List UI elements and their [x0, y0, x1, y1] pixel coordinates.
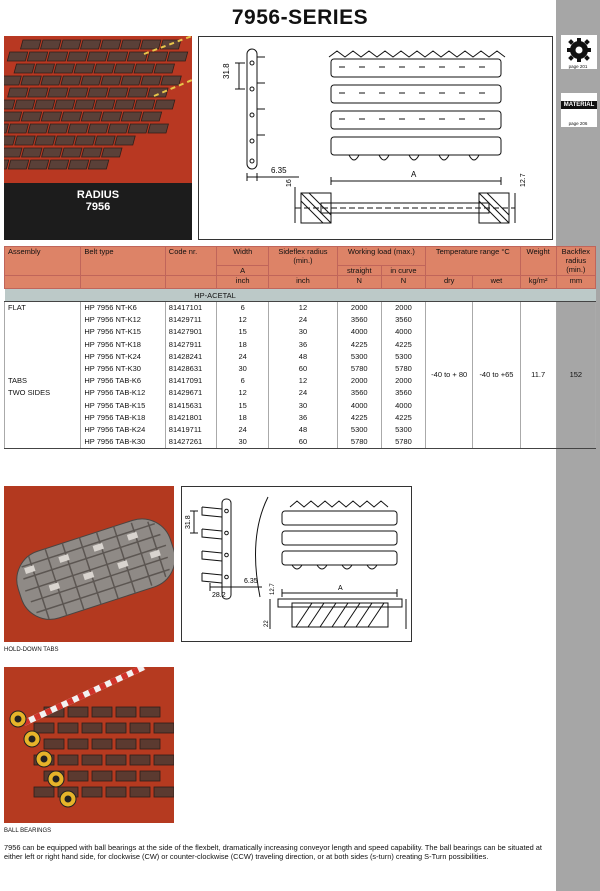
hold-down-tabs-caption: HOLD-DOWN TABS	[4, 647, 59, 653]
table-row-width: 15	[217, 400, 269, 412]
assembly-tabs-line1: TABS	[8, 376, 28, 386]
table-row-straight: 4000	[337, 326, 381, 338]
table-row-belt: HP 7956 NT-K30	[81, 363, 165, 375]
table-row-code: 81415631	[165, 400, 216, 412]
header-working-load: Working load (max.)	[337, 247, 425, 266]
width-dimension: A	[411, 170, 417, 179]
table-row-width: 30	[217, 363, 269, 375]
table-row-width: 18	[217, 339, 269, 351]
temp-dry-value: -40 to + 80	[426, 302, 473, 449]
table-row-curve: 3560	[381, 387, 425, 399]
table-row-belt: HP 7956 TAB-K30	[81, 436, 165, 449]
hold-down-technical-drawing	[181, 486, 412, 642]
table-row-sideflex: 24	[269, 387, 337, 399]
table-row-sideflex: 60	[269, 436, 337, 449]
table-row-code: 81417101	[165, 302, 216, 315]
table-row-straight: 5780	[337, 363, 381, 375]
small-dimension-2: 6.35	[244, 578, 258, 585]
header-width: Width	[217, 247, 269, 266]
unit-backflex: mm	[556, 276, 595, 289]
radius-belt-photo	[4, 36, 192, 240]
table-row-width: 15	[217, 326, 269, 338]
table-row-sideflex: 12	[269, 375, 337, 387]
material-band-blank	[426, 289, 596, 302]
table-row-straight: 5300	[337, 351, 381, 363]
header-temperature: Temperature range °C	[426, 247, 520, 276]
hold-dimension: 22	[264, 620, 270, 627]
table-row-width: 6	[217, 302, 269, 315]
table-row-width: 24	[217, 351, 269, 363]
ball-bearings-photo	[4, 667, 174, 823]
table-row-belt: HP 7956 NT-K12	[81, 314, 165, 326]
table-row-curve: 5780	[381, 436, 425, 449]
table-row-straight: 4000	[337, 400, 381, 412]
unit-dry: dry	[426, 276, 473, 289]
header-code: Code nr.	[165, 247, 216, 276]
small-dimension: 6.35	[271, 166, 287, 175]
table-row-code: 81429711	[165, 314, 216, 326]
table-row-straight: 3560	[337, 387, 381, 399]
unit-empty-1	[5, 276, 81, 289]
table-row-curve: 5780	[381, 363, 425, 375]
assembly-tabs	[5, 375, 81, 449]
table-row-straight: 4225	[337, 412, 381, 424]
table-row-belt: HP 7956 NT-K24	[81, 351, 165, 363]
table-row-sideflex: 60	[269, 363, 337, 375]
table-row-sideflex: 48	[269, 351, 337, 363]
table-row-belt: HP 7956 TAB-K6	[81, 375, 165, 387]
table-row-belt: HP 7956 TAB-K15	[81, 400, 165, 412]
table-row-sideflex: 48	[269, 424, 337, 436]
table-row-belt: HP 7956 NT-K6	[81, 302, 165, 315]
table-row-curve: 3560	[381, 314, 425, 326]
table-row-width: 6	[217, 375, 269, 387]
table-row-curve: 2000	[381, 375, 425, 387]
table-row-straight: 5300	[337, 424, 381, 436]
unit-weight: kg/m²	[520, 276, 556, 289]
table-row-width: 24	[217, 424, 269, 436]
unit-straight: N	[337, 276, 381, 289]
hold-down-tabs-photo	[4, 486, 174, 642]
unit-empty-3	[165, 276, 216, 289]
height-dimension-1: 16	[286, 179, 293, 187]
unit-wet: wet	[473, 276, 520, 289]
table-row-straight: 2000	[337, 375, 381, 387]
table-row-curve: 2000	[381, 302, 425, 315]
ball-bearings-caption: BALL BEARINGS	[4, 828, 52, 834]
table-row-straight: 4225	[337, 339, 381, 351]
table-row-sideflex: 30	[269, 326, 337, 338]
table-row-straight: 5780	[337, 436, 381, 449]
table-row-curve: 5300	[381, 351, 425, 363]
photo-label-box	[4, 183, 192, 240]
table-row-sideflex: 24	[269, 314, 337, 326]
table-row-belt: HP 7956 NT-K15	[81, 326, 165, 338]
table-row-belt: HP 7956 TAB-K24	[81, 424, 165, 436]
table-row-width: 12	[217, 387, 269, 399]
table-row-curve: 4225	[381, 412, 425, 424]
table-row-sideflex: 36	[269, 412, 337, 424]
table-row-belt: HP 7956 NT-K18	[81, 339, 165, 351]
table-row-code: 81428241	[165, 351, 216, 363]
height-dimension-3: 12.7	[270, 583, 276, 595]
header-straight: straight	[337, 266, 381, 276]
table-row-belt: HP 7956 TAB-K12	[81, 387, 165, 399]
spec-table	[4, 246, 596, 449]
pitch-dimension: 31.8	[222, 63, 231, 79]
table-row-straight: 2000	[337, 302, 381, 315]
weight-value: 11.7	[520, 302, 556, 449]
material-label: MATERIAL	[561, 101, 597, 109]
table-row-code: 81417091	[165, 375, 216, 387]
table-row-code: 81429671	[165, 387, 216, 399]
table-row-width: 12	[217, 314, 269, 326]
temp-wet-value: -40 to +65	[473, 302, 520, 449]
unit-curve: N	[381, 276, 425, 289]
table-row-belt: HP 7956 TAB-K18	[81, 412, 165, 424]
tab-dimension: 28.2	[212, 592, 226, 599]
gear-page-ref: page 201	[568, 64, 588, 69]
header-belt-type: Belt type	[81, 247, 165, 276]
width-dimension-2: A	[338, 585, 343, 592]
header-assembly: Assembly	[5, 247, 81, 276]
table-row-code: 81421801	[165, 412, 216, 424]
photo-label-line2: 7956	[85, 201, 111, 213]
unit-sideflex: inch	[269, 276, 337, 289]
top-technical-drawing	[198, 36, 553, 240]
table-row-straight: 3560	[337, 314, 381, 326]
header-in-curve: in curve	[381, 266, 425, 276]
material-page-ref: page 206	[568, 121, 588, 126]
backflex-value: 152	[556, 302, 595, 449]
header-weight: Weight	[520, 247, 556, 276]
photo-label-line1: RADIUS	[76, 189, 120, 201]
table-row-width: 30	[217, 436, 269, 449]
table-row-code: 81419711	[165, 424, 216, 436]
table-row-code: 81428631	[165, 363, 216, 375]
page-title: 7956-SERIES	[231, 6, 369, 29]
table-row-sideflex: 30	[269, 400, 337, 412]
table-row-curve: 4000	[381, 400, 425, 412]
table-row-code: 81427901	[165, 326, 216, 338]
table-row-sideflex: 36	[269, 339, 337, 351]
material-band: HP-ACETAL	[5, 289, 426, 302]
table-row-width: 18	[217, 412, 269, 424]
unit-width: inch	[217, 276, 269, 289]
assembly-tabs-line2: TWO SIDES	[8, 388, 51, 398]
table-row-curve: 5300	[381, 424, 425, 436]
unit-empty-2	[81, 276, 165, 289]
height-dimension-2: 12.7	[520, 173, 527, 187]
ball-bearings-description: 7956 can be equipped with ball bearings at the side of the flexbelt, dramatically increasing conveyor length and speed capability. The ball bearings can be situated at either left or right hand side, for clockwise (CW) or counter-clockwise (CCW) traveling direction, or at both sides (s-turn) creating S-Turn possibilities.	[4, 843, 542, 861]
header-width-sub: A	[217, 266, 269, 276]
table-row-sideflex: 12	[269, 302, 337, 315]
table-row-curve: 4225	[381, 339, 425, 351]
assembly-flat: FLAT	[5, 302, 81, 376]
table-row-code: 81427261	[165, 436, 216, 449]
table-row-curve: 4000	[381, 326, 425, 338]
pitch-dimension-2: 31.8	[185, 515, 192, 529]
header-backflex: Backflex radius (min.)	[556, 247, 595, 276]
table-row-code: 81427911	[165, 339, 216, 351]
header-sideflex: Sideflex radius (min.)	[269, 247, 337, 276]
